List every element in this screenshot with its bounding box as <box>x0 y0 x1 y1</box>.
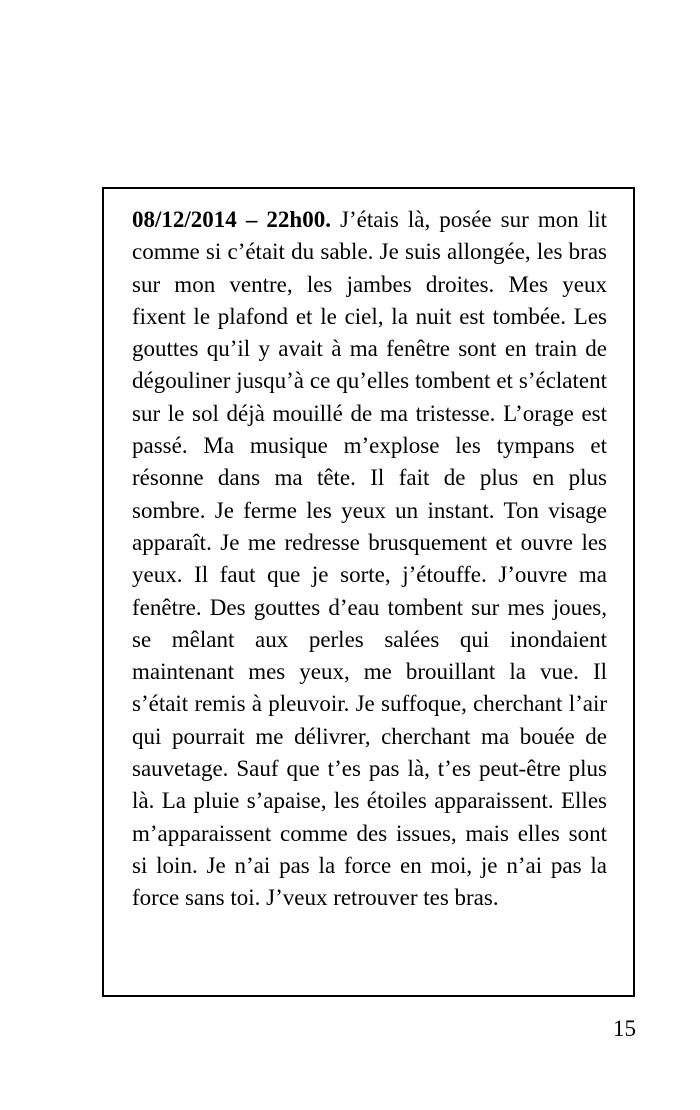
journal-entry-text <box>132 204 607 915</box>
entry-date-heading: 08/12/2014 – 22h00. <box>132 207 331 232</box>
entry-body: J’étais là, posée sur mon lit comme si c’était du sable. Je suis allongée, les bras sur mon ventre, les jambes droites. Mes yeux fixent le plafond et le ciel, la nuit est tombée. Les gouttes qu’il y avait à ma fenêtre sont en train de dégouliner jusqu’à ce qu’elles tombent et s’éclatent sur le sol déjà mouillé de ma tristesse. L’orage est passé. Ma musique m’explose les tympans et résonne dans ma tête. Il fait de plus en plus sombre. Je ferme les yeux un instant. Ton visage apparaît. Je me redresse brusquement et ouvre les yeux. Il faut que je sorte, j’étouffe. J’ouvre ma fenêtre. Des gouttes d’eau tombent sur mes joues, se mêlant aux perles salées qui inondaient maintenant mes yeux, me brouillant la vue. Il s’était remis à pleuvoir. Je suffoque, cherchant l’air qui pourrait me délivrer, cherchant ma bouée de sauvetage. Sauf que t’es pas là, t’es peut-être plus là. La pluie s’apaise, les étoiles apparaissent. Elles m’apparaissent comme des issues, mais elles sont si loin. Je n’ai pas la force en moi, je n’ai pas la force sans toi. J’veux retrouver tes bras. <box>132 207 607 911</box>
page-number: 15 <box>613 1016 636 1041</box>
journal-entry-box <box>102 187 635 997</box>
